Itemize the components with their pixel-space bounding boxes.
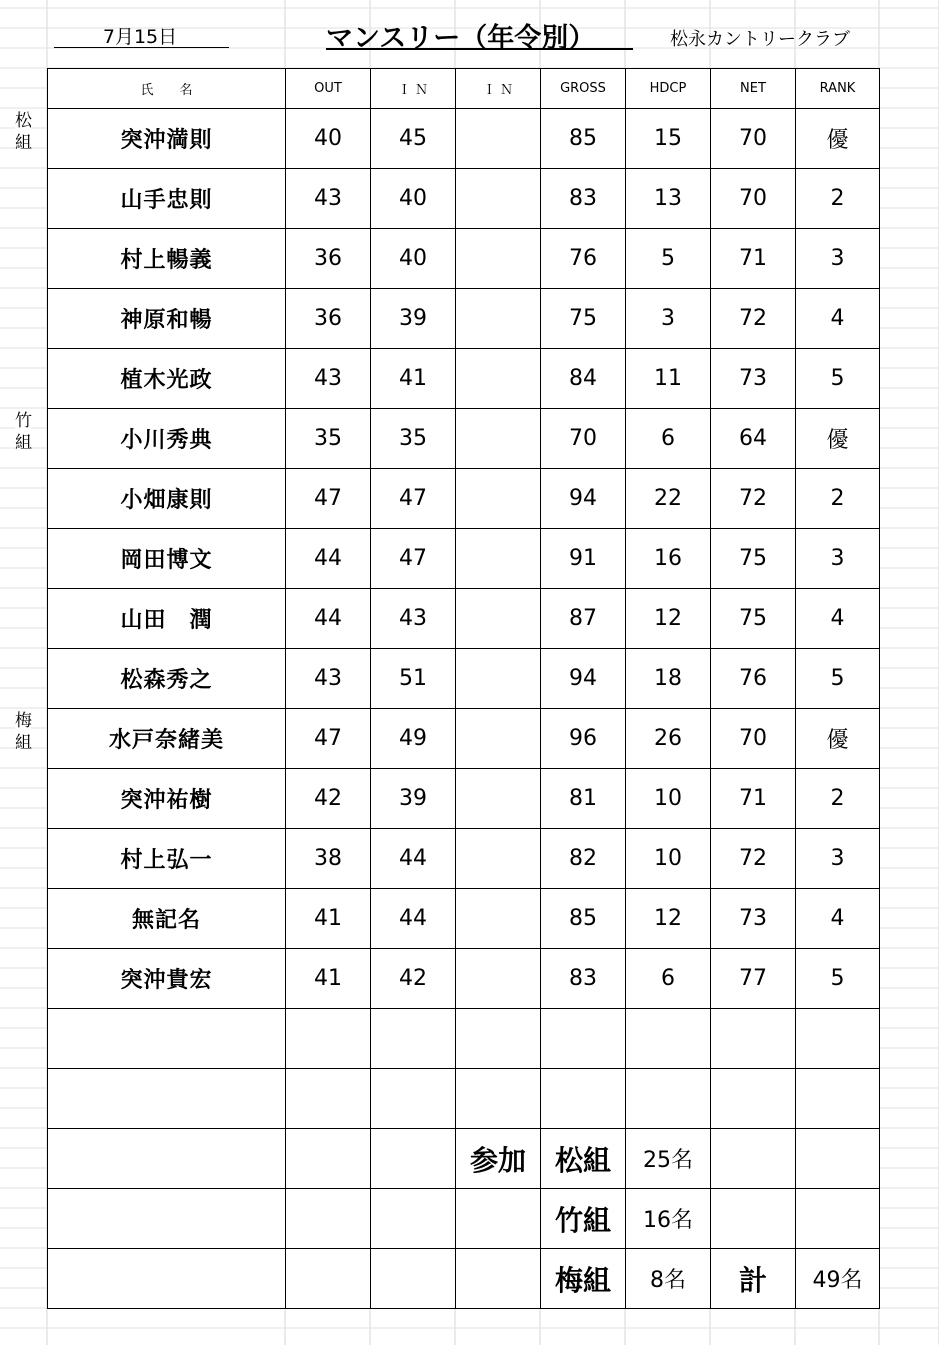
- net-cell: 71: [711, 769, 796, 829]
- participation-row: [48, 1189, 880, 1249]
- in-cell: 45: [371, 109, 456, 169]
- out-cell: 47: [286, 709, 371, 769]
- table-row: [48, 229, 880, 289]
- gross-cell: 83: [541, 169, 626, 229]
- participation-row: [48, 1249, 880, 1309]
- hdcp-cell: 10: [626, 769, 711, 829]
- club-name: 松永カントリークラブ: [670, 29, 850, 50]
- total-label: 計: [711, 1249, 796, 1309]
- net-cell: 76: [711, 649, 796, 709]
- in2-cell: [456, 529, 541, 589]
- header-gross: GROSS: [541, 69, 626, 109]
- rank-cell: 2: [796, 769, 880, 829]
- hdcp-cell: 16: [626, 529, 711, 589]
- hdcp-cell: 5: [626, 229, 711, 289]
- hdcp-cell: 22: [626, 469, 711, 529]
- table-row: [48, 529, 880, 589]
- out-cell: 41: [286, 889, 371, 949]
- table-row: [48, 649, 880, 709]
- rank-cell: 4: [796, 589, 880, 649]
- player-name: 村上弘一: [48, 829, 286, 889]
- net-cell: 75: [711, 589, 796, 649]
- table-row: [48, 349, 880, 409]
- in2-cell: [456, 829, 541, 889]
- table-row: [48, 169, 880, 229]
- player-name: 松森秀之: [48, 649, 286, 709]
- gross-cell: 94: [541, 649, 626, 709]
- table-row: [48, 589, 880, 649]
- hdcp-cell: 10: [626, 829, 711, 889]
- hdcp-cell: 11: [626, 349, 711, 409]
- empty-cell: [711, 1129, 796, 1189]
- player-name: 山手忠則: [48, 169, 286, 229]
- empty-cell: [541, 1009, 626, 1069]
- gross-cell: 76: [541, 229, 626, 289]
- empty-cell: [626, 1009, 711, 1069]
- net-cell: 72: [711, 829, 796, 889]
- header-net: NET: [711, 69, 796, 109]
- group-label-ume: 梅組: [15, 711, 32, 753]
- empty-cell: [48, 1069, 286, 1129]
- in-cell: 43: [371, 589, 456, 649]
- player-name: 突沖祐樹: [48, 769, 286, 829]
- rank-cell: 3: [796, 829, 880, 889]
- table-row: [48, 829, 880, 889]
- net-cell: 72: [711, 469, 796, 529]
- page-title: マンスリー（年令別）: [326, 23, 596, 54]
- empty-cell: [48, 1189, 286, 1249]
- in2-cell: [456, 769, 541, 829]
- hdcp-cell: 18: [626, 649, 711, 709]
- participation-group: 竹組: [541, 1189, 626, 1249]
- empty-cell: [456, 1069, 541, 1129]
- empty-cell: [286, 1069, 371, 1129]
- header-rank: RANK: [796, 69, 880, 109]
- participation-group: 松組: [541, 1129, 626, 1189]
- header-hdcp: HDCP: [626, 69, 711, 109]
- in-cell: 39: [371, 769, 456, 829]
- title-underline: [326, 48, 633, 50]
- empty-cell: [711, 1009, 796, 1069]
- participation-group: 梅組: [541, 1249, 626, 1309]
- in-cell: 41: [371, 349, 456, 409]
- player-name: 岡田博文: [48, 529, 286, 589]
- out-cell: 35: [286, 409, 371, 469]
- in2-cell: [456, 229, 541, 289]
- group-label-take: 竹組: [15, 411, 32, 453]
- empty-cell: [711, 1189, 796, 1249]
- in-cell: 47: [371, 529, 456, 589]
- participation-count: 8名: [626, 1249, 711, 1309]
- results-table: [47, 68, 880, 1309]
- table-row: [48, 949, 880, 1009]
- in-cell: 39: [371, 289, 456, 349]
- empty-cell: [541, 1069, 626, 1129]
- player-name: 神原和暢: [48, 289, 286, 349]
- rank-cell: 5: [796, 349, 880, 409]
- in-cell: 51: [371, 649, 456, 709]
- gross-cell: 70: [541, 409, 626, 469]
- participation-row: [48, 1129, 880, 1189]
- hdcp-cell: 12: [626, 589, 711, 649]
- in2-cell: [456, 349, 541, 409]
- out-cell: 38: [286, 829, 371, 889]
- in-cell: 40: [371, 169, 456, 229]
- in2-cell: [456, 109, 541, 169]
- participation-count: 25名: [626, 1129, 711, 1189]
- net-cell: 70: [711, 709, 796, 769]
- empty-cell: [371, 1009, 456, 1069]
- net-cell: 73: [711, 349, 796, 409]
- out-cell: 43: [286, 649, 371, 709]
- in2-cell: [456, 289, 541, 349]
- rank-cell: 優: [796, 409, 880, 469]
- empty-cell: [286, 1129, 371, 1189]
- hdcp-cell: 15: [626, 109, 711, 169]
- net-cell: 72: [711, 289, 796, 349]
- player-name: 突沖満則: [48, 109, 286, 169]
- out-cell: 44: [286, 589, 371, 649]
- in2-cell: [456, 889, 541, 949]
- empty-cell: [371, 1069, 456, 1129]
- net-cell: 77: [711, 949, 796, 1009]
- empty-cell: [371, 1129, 456, 1189]
- header-name: 氏 名: [48, 69, 286, 109]
- rank-cell: 4: [796, 889, 880, 949]
- empty-cell: [48, 1249, 286, 1309]
- player-name: 小川秀典: [48, 409, 286, 469]
- empty-cell: [48, 1009, 286, 1069]
- in-cell: 44: [371, 889, 456, 949]
- gross-cell: 85: [541, 889, 626, 949]
- date-underline: [54, 47, 229, 48]
- gross-cell: 87: [541, 589, 626, 649]
- net-cell: 64: [711, 409, 796, 469]
- gross-cell: 94: [541, 469, 626, 529]
- empty-cell: [711, 1069, 796, 1129]
- gross-cell: 85: [541, 109, 626, 169]
- in2-cell: [456, 949, 541, 1009]
- out-cell: 44: [286, 529, 371, 589]
- rank-cell: 5: [796, 649, 880, 709]
- header-out: OUT: [286, 69, 371, 109]
- empty-cell: [286, 1189, 371, 1249]
- date-label: 7月15日: [102, 26, 178, 48]
- header-in-2: Ｉ Ｎ: [456, 69, 541, 109]
- gross-cell: 75: [541, 289, 626, 349]
- empty-cell: [796, 1129, 880, 1189]
- player-name: 小畑康則: [48, 469, 286, 529]
- net-cell: 70: [711, 169, 796, 229]
- empty-cell: [456, 1249, 541, 1309]
- empty-cell: [286, 1249, 371, 1309]
- rank-cell: 3: [796, 229, 880, 289]
- empty-cell: [626, 1069, 711, 1129]
- out-cell: 47: [286, 469, 371, 529]
- table-header-row: [48, 69, 880, 109]
- out-cell: 42: [286, 769, 371, 829]
- out-cell: 43: [286, 169, 371, 229]
- gross-cell: 91: [541, 529, 626, 589]
- in-cell: 35: [371, 409, 456, 469]
- rank-cell: 2: [796, 169, 880, 229]
- empty-cell: [456, 1189, 541, 1249]
- in-cell: 49: [371, 709, 456, 769]
- net-cell: 73: [711, 889, 796, 949]
- empty-cell: [286, 1009, 371, 1069]
- empty-cell: [371, 1249, 456, 1309]
- player-name: 突沖貴宏: [48, 949, 286, 1009]
- hdcp-cell: 13: [626, 169, 711, 229]
- empty-row: [48, 1009, 880, 1069]
- in2-cell: [456, 589, 541, 649]
- gross-cell: 81: [541, 769, 626, 829]
- player-name: 水戸奈緒美: [48, 709, 286, 769]
- table-row: [48, 409, 880, 469]
- rank-cell: 優: [796, 109, 880, 169]
- hdcp-cell: 12: [626, 889, 711, 949]
- out-cell: 43: [286, 349, 371, 409]
- net-cell: 71: [711, 229, 796, 289]
- player-name: 無記名: [48, 889, 286, 949]
- net-cell: 75: [711, 529, 796, 589]
- table-row: [48, 289, 880, 349]
- rank-cell: 優: [796, 709, 880, 769]
- table-row: [48, 469, 880, 529]
- player-name: 山田 潤: [48, 589, 286, 649]
- out-cell: 36: [286, 289, 371, 349]
- gross-cell: 96: [541, 709, 626, 769]
- total-count: 49名: [796, 1249, 880, 1309]
- rank-cell: 2: [796, 469, 880, 529]
- hdcp-cell: 3: [626, 289, 711, 349]
- table-row: [48, 769, 880, 829]
- empty-cell: [456, 1009, 541, 1069]
- in2-cell: [456, 469, 541, 529]
- net-cell: 70: [711, 109, 796, 169]
- gross-cell: 82: [541, 829, 626, 889]
- empty-cell: [796, 1009, 880, 1069]
- player-name: 村上暢義: [48, 229, 286, 289]
- table-row: [48, 109, 880, 169]
- empty-cell: [48, 1129, 286, 1189]
- hdcp-cell: 6: [626, 949, 711, 1009]
- hdcp-cell: 6: [626, 409, 711, 469]
- group-label-matsu: 松組: [15, 111, 32, 153]
- header-in: Ｉ Ｎ: [371, 69, 456, 109]
- rank-cell: 5: [796, 949, 880, 1009]
- in-cell: 40: [371, 229, 456, 289]
- empty-cell: [796, 1069, 880, 1129]
- out-cell: 36: [286, 229, 371, 289]
- rank-cell: 3: [796, 529, 880, 589]
- in2-cell: [456, 169, 541, 229]
- in-cell: 42: [371, 949, 456, 1009]
- in2-cell: [456, 709, 541, 769]
- empty-row: [48, 1069, 880, 1129]
- in2-cell: [456, 649, 541, 709]
- table-row: [48, 889, 880, 949]
- out-cell: 41: [286, 949, 371, 1009]
- out-cell: 40: [286, 109, 371, 169]
- rank-cell: 4: [796, 289, 880, 349]
- gross-cell: 84: [541, 349, 626, 409]
- participation-count: 16名: [626, 1189, 711, 1249]
- empty-cell: [371, 1189, 456, 1249]
- in2-cell: [456, 409, 541, 469]
- gross-cell: 83: [541, 949, 626, 1009]
- empty-cell: [796, 1189, 880, 1249]
- player-name: 植木光政: [48, 349, 286, 409]
- participation-label: 参加: [456, 1129, 541, 1189]
- in-cell: 44: [371, 829, 456, 889]
- hdcp-cell: 26: [626, 709, 711, 769]
- table-row: [48, 709, 880, 769]
- in-cell: 47: [371, 469, 456, 529]
